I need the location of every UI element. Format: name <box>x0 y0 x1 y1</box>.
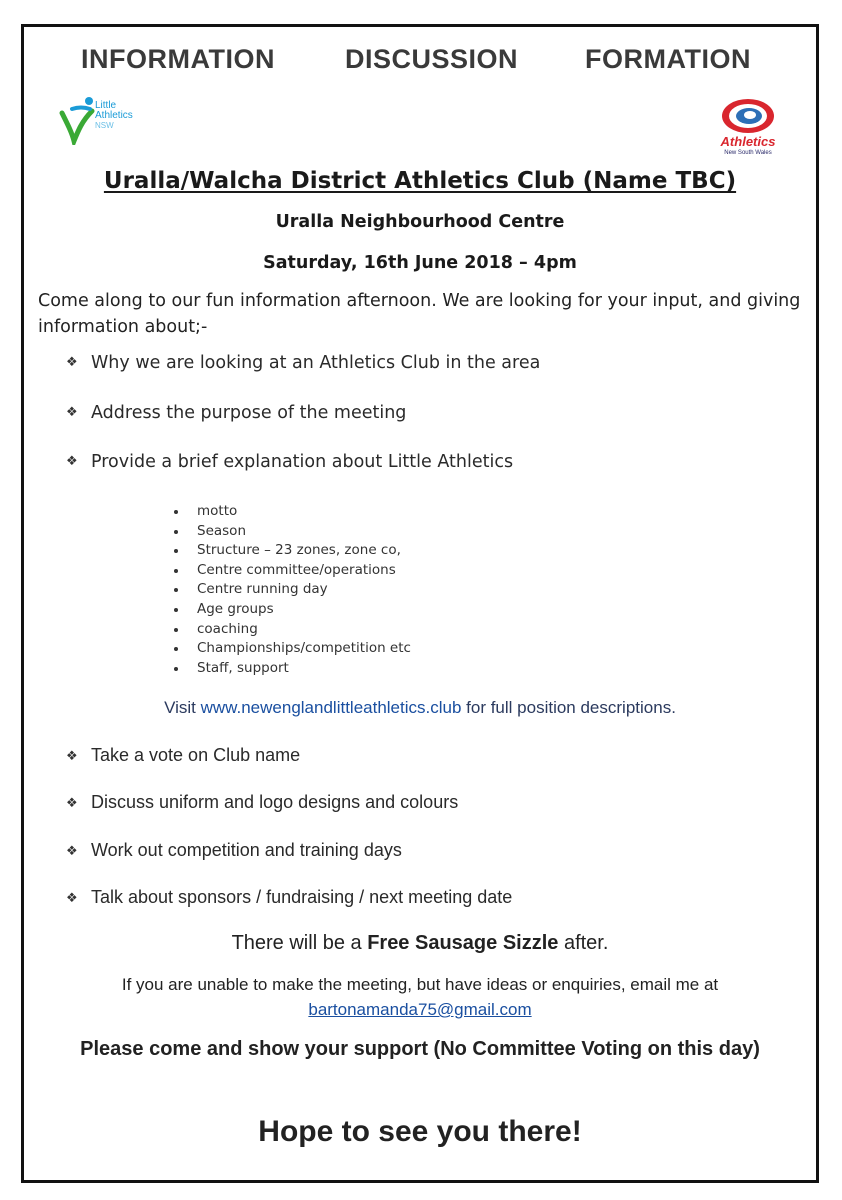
agenda-item-text: Provide a brief explanation about Little Athletics <box>91 452 514 472</box>
intro-paragraph: Come along to our fun information afternoon. We are looking for your input, and giving information about;- <box>38 291 801 337</box>
list-item <box>66 887 806 934</box>
list-item: Season <box>174 522 674 542</box>
diamond-bullet-icon: ❖ <box>66 355 78 370</box>
website-link[interactable]: www.newenglandlittleathletics.club <box>200 698 462 717</box>
little-athletics-wordmark <box>95 101 133 131</box>
agenda-item-text: Talk about sponsors / fundraising / next meeting date <box>91 886 513 907</box>
la-line-2: Athletics <box>95 110 133 121</box>
sizzle-bold: Free Sausage Sizzle <box>367 932 559 954</box>
list-item <box>66 745 806 792</box>
date-time: Saturday, 16th June 2018 – 4pm <box>263 253 577 273</box>
athletics-nsw-logo <box>708 96 788 162</box>
list-item <box>66 452 806 502</box>
sizzle-suffix: after. <box>558 932 609 954</box>
little-athletics-topics <box>174 502 674 678</box>
agenda-item-text: Address the purpose of the meeting <box>91 402 407 423</box>
athletics-swirl-icon <box>708 96 788 136</box>
list-item <box>66 792 806 839</box>
header-information: INFORMATION <box>81 44 275 74</box>
agenda-item-text: Why we are looking at an Athletics Club in the area <box>91 353 541 373</box>
venue: Uralla Neighbourhood Centre <box>275 212 565 232</box>
email-link[interactable]: bartonamanda75@gmail.com <box>308 1000 532 1019</box>
visit-prefix: Visit <box>164 698 201 717</box>
list-item <box>66 353 806 403</box>
list-item: coaching <box>174 620 674 640</box>
sizzle-prefix: There will be a <box>231 932 368 954</box>
support-note: Please come and show your support (No Committee Voting on this day) <box>80 1038 760 1060</box>
diamond-bullet-icon: ❖ <box>66 842 78 858</box>
little-athletics-logo <box>58 95 168 145</box>
list-item <box>66 403 806 453</box>
diamond-bullet-icon: ❖ <box>66 404 78 420</box>
diamond-bullet-icon: ❖ <box>66 748 78 763</box>
list-item: Staff, support <box>174 659 674 679</box>
la-line-3: NSW <box>95 121 114 130</box>
header-discussion: DISCUSSION <box>345 44 519 74</box>
agenda-bottom-list <box>66 745 806 934</box>
list-item: Centre running day <box>174 580 674 600</box>
agenda-top-list <box>66 353 806 502</box>
athletics-subtitle: New South Wales <box>724 150 772 156</box>
contact-text: If you are unable to make the meeting, but have ideas or enquiries, email me at <box>121 975 719 994</box>
la-line-1: Little <box>95 100 117 111</box>
diamond-bullet-icon: ❖ <box>66 889 78 905</box>
list-item: Centre committee/operations <box>174 561 674 581</box>
runner-icon <box>58 95 98 145</box>
diamond-bullet-icon: ❖ <box>66 454 78 469</box>
diamond-bullet-icon: ❖ <box>66 795 78 811</box>
visit-line <box>24 698 816 718</box>
list-item: motto <box>174 502 674 522</box>
agenda-item-text: Work out competition and training days <box>91 839 402 860</box>
list-item: Age groups <box>174 600 674 620</box>
athletics-wordmark: Athletics <box>720 134 776 149</box>
visit-suffix: for full position descriptions. <box>461 698 676 717</box>
list-item: Championships/competition etc <box>174 639 674 659</box>
list-item: Structure – 23 zones, zone co, <box>174 541 674 561</box>
list-item <box>66 840 806 887</box>
sausage-sizzle-note <box>24 932 816 955</box>
agenda-item-text: Discuss uniform and logo designs and colours <box>91 792 459 813</box>
closing-line: Hope to see you there! <box>258 1115 582 1148</box>
agenda-item-text: Take a vote on Club name <box>91 745 301 765</box>
page-title: Uralla/Walcha District Athletics Club (Name TBC) <box>103 168 737 194</box>
header-formation: FORMATION <box>585 44 751 74</box>
